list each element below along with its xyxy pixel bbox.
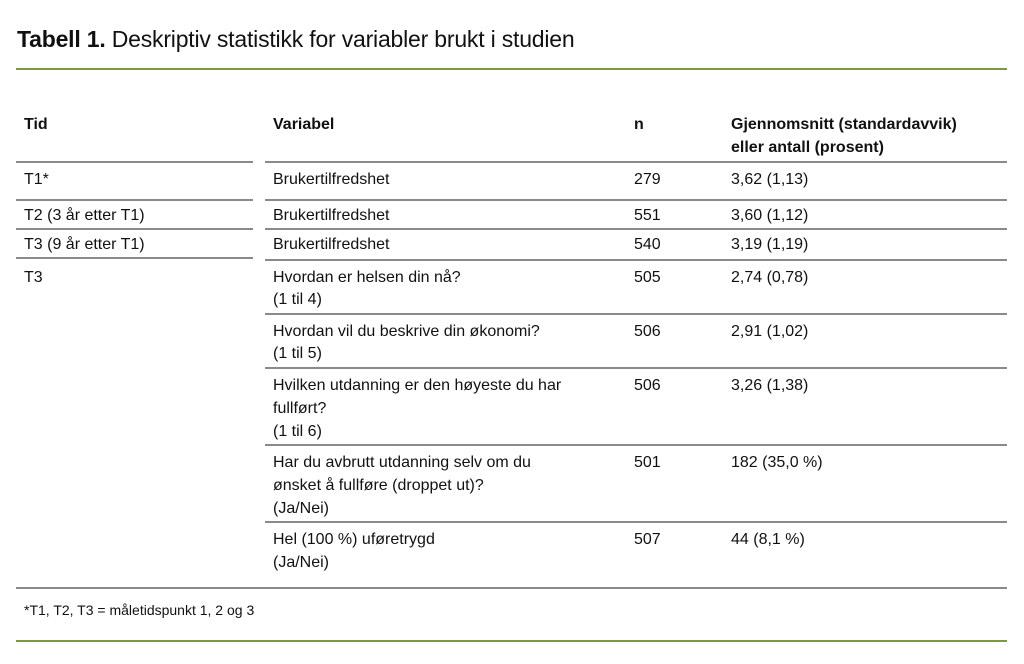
variabel-cell: Hvordan er helsen din nå?: [273, 269, 461, 286]
n-cell: 551: [634, 207, 661, 224]
tid-rule: [16, 257, 253, 259]
table-bottom-rule: [16, 587, 1007, 589]
tid-rule: [16, 199, 253, 201]
row-rule: [265, 444, 1007, 446]
stat-cell: 182 (35,0 %): [731, 454, 823, 471]
variabel-cell-cont: ønsket å fullføre (droppet ut)?: [273, 477, 484, 494]
header-n: n: [634, 116, 644, 133]
variabel-cell: Hel (100 %) uføretrygd: [273, 531, 435, 548]
tid-cell: T2 (3 år etter T1): [24, 207, 145, 224]
table-title: [17, 26, 574, 53]
variabel-scale: (Ja/Nei): [273, 554, 330, 571]
n-cell: 505: [634, 269, 661, 286]
top-rule: [16, 68, 1007, 70]
stat-cell: 2,74 (0,78): [731, 269, 809, 286]
row-rule: [265, 313, 1007, 315]
header-variabel: Variabel: [273, 116, 335, 133]
variabel-scale: (1 til 5): [273, 345, 322, 362]
tid-cell: T1*: [24, 171, 49, 188]
stat-cell: 3,60 (1,12): [731, 207, 809, 224]
variabel-cell: Hvilken utdanning er den høyeste du har: [273, 377, 562, 394]
stat-cell: 3,62 (1,13): [731, 171, 809, 188]
n-cell: 506: [634, 377, 661, 394]
variabel-scale: (1 til 4): [273, 291, 322, 308]
tid-rule: [16, 161, 253, 163]
variabel-scale: (Ja/Nei): [273, 500, 330, 517]
header-stat-line2: eller antall (prosent): [731, 139, 884, 156]
n-cell: 506: [634, 323, 661, 340]
variabel-cell: Brukertilfredshet: [273, 207, 390, 224]
variabel-cell-cont: fullført?: [273, 400, 327, 417]
variabel-cell: Brukertilfredshet: [273, 236, 390, 253]
header-tid: Tid: [24, 116, 48, 133]
header-stat-line1: Gjennomsnitt (standardavvik): [731, 116, 957, 133]
n-cell: 501: [634, 454, 661, 471]
footnote: *T1, T2, T3 = måletidspunkt 1, 2 og 3: [24, 602, 255, 618]
table-caption: Deskriptiv statistikk for variabler brukt i studien: [111, 26, 575, 52]
stat-cell: 2,91 (1,02): [731, 323, 809, 340]
variabel-cell: Brukertilfredshet: [273, 171, 390, 188]
bottom-rule: [16, 640, 1007, 642]
table-label: Tabell 1.: [17, 26, 106, 52]
row-rule: [265, 199, 1007, 201]
row-rule: [265, 367, 1007, 369]
row-rule: [265, 521, 1007, 523]
row-rule: [265, 259, 1007, 261]
n-cell: 540: [634, 236, 661, 253]
tid-cell: T3 (9 år etter T1): [24, 236, 145, 253]
row-rule: [265, 161, 1007, 163]
variabel-scale: (1 til 6): [273, 423, 322, 440]
variabel-cell: Hvordan vil du beskrive din økonomi?: [273, 323, 540, 340]
stat-cell: 3,19 (1,19): [731, 236, 809, 253]
tid-cell: T3: [24, 269, 43, 286]
n-cell: 279: [634, 171, 661, 188]
n-cell: 507: [634, 531, 661, 548]
tid-rule: [16, 228, 253, 230]
stat-cell: 44 (8,1 %): [731, 531, 805, 548]
row-rule: [265, 228, 1007, 230]
stat-cell: 3,26 (1,38): [731, 377, 809, 394]
variabel-cell: Har du avbrutt utdanning selv om du: [273, 454, 531, 471]
